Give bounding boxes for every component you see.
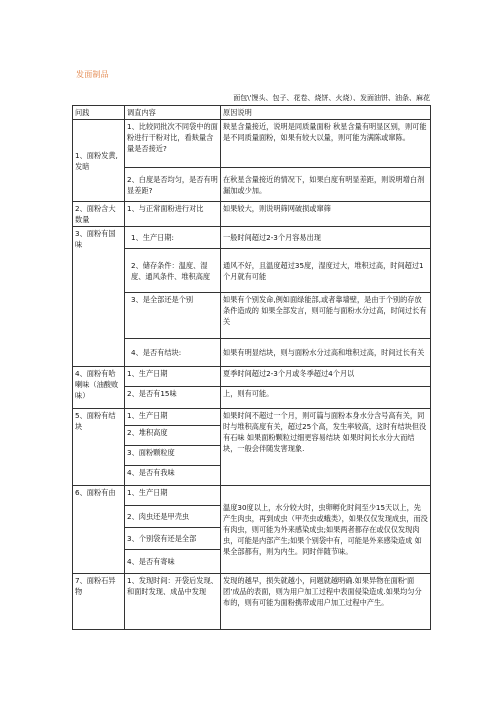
reason-cell: 如果较大，则说明筛网破损或窜筛 [221,202,431,227]
check-cell: 3、个别袋有还是全部 [125,528,221,550]
document-subtitle: 面包\'馒头、包子、花卷、烧饼、火烧）、发面油饼、油条、麻花 [233,94,430,102]
table-row [73,574,431,630]
check-cell: 1、生产日期 [125,486,221,506]
reason-cell: 夏季时间超过2-3个月或冬季超过4个月以 [221,367,431,387]
check-cell: 2、储存条件：温度、湿度、通风条件、堆积高度 [125,249,221,293]
problem-cell: 4、面粉有哈喇味（油酸败味） [73,367,125,409]
check-cell: 4、是否有寄味 [125,550,221,574]
check-cell: 3、面粉颗粒度 [125,446,221,466]
reason-cell: 如果有个别发命,例如面绿能部,或者靠墙壁，是由于个别的存放条件造成的 如果全部发言，则可能与面粉水分过高，时间过长有关 [221,293,431,339]
quality-issue-table [72,105,431,630]
table-row [73,293,431,339]
problem-cell: 3、面粉有国味 [73,227,125,367]
check-cell: 4、是否有我味 [125,466,221,486]
check-cell: 2、肉虫还是甲壳虫 [125,506,221,528]
reason-cell: 麸星含量接近，说明是同质量面粉 秋星含量有明显区别，则可能是不同质量面粉，如果有较大以量，则可能为满陈或窜陈。 [221,120,431,168]
problem-cell: 1、面粉发黄,发暗 [73,120,125,202]
reason-cell: 上，则有可能。 [221,387,431,409]
check-cell: 1、比较同批次不同袋中的面粉进行干粉对比，看麸量含量是否接近? [125,120,221,168]
table-row [73,367,431,387]
check-cell: 3、是全部还是个别 [125,293,221,339]
header-reason: 原因说明 [221,106,431,120]
check-cell: 4、是否有结块: [125,339,221,367]
table-row [73,409,431,426]
reason-cell: 发现的越早，损失就越小，问题就越明确.如果异物在面粉'面团’成品的表面，则为用户加工过程中表面侵染造成.如果均匀分布的，则有可能为面粉携带或用户加工过程中产生。 [221,574,431,630]
check-cell: 1、生产日期: [125,227,221,249]
document-title: 发面制品 [76,70,109,79]
table-row [73,120,431,168]
table-row [73,202,431,227]
reason-cell: 如果有明显结块，则与面粉水分过高和堆积过高，时间过长有关 [221,339,431,367]
check-cell: 1、生产日期 [125,367,221,387]
header-problem: 问践 [73,106,125,120]
header-check: 调直内容 [125,106,221,120]
table-row [73,168,431,202]
table-row [73,486,431,506]
table-row [73,227,431,249]
reason-cell: 通风不好，且温度超过35度，湿度过大，堆积过高，时间超过1个月就有可能 [221,249,431,293]
reason-cell: 一般时间超过2-3个月容易出现 [221,227,431,249]
reason-cell: 在秋星含量接近的情况下，如果白度有明显差距，则说明增白剂漏加或少加。 [221,168,431,202]
problem-cell: 2、面粉含大数量 [73,202,125,227]
check-cell: 2、是否有15味 [125,387,221,409]
check-cell: 1、发现时间：开袋后发现、和面时发现、成品中发现 [125,574,221,630]
reason-cell: 温度30度以上，水分较大时，虫卵孵化时间至少15天以上，先产生肉虫，再到成虫（甲壳虫或蛾类），如果仅仅发现成虫，而没有肉虫，则可能为外来感染成虫;如果两者都存在或仅仅发现肉虫，可能是内部产生;如果个别袋中有，可能是外来感染造成 如果全部都有，则为内生。同时伴随节味。 [221,486,431,574]
problem-cell: 7、面粉石异物 [73,574,125,630]
table-row [73,387,431,409]
problem-cell: 5、面粉有结块 [73,409,125,486]
reason-cell: 如果时间不超过一个月，则可篇与面粉本身水分含号高有关，同时与堆积高度有关，超过25个高，发生率较高，这时有结块但没有石味 如果面粉颗粒过细更容易结块 如果时间长水分大而结块，一般会伴随发害现象. [221,409,431,486]
table-row [73,339,431,367]
check-cell: 2、堆积高度 [125,426,221,446]
check-cell: 1、与正常面粉进行对比 [125,202,221,227]
problem-cell: 6、面粉有由 [73,486,125,574]
check-cell: 2、白度是否均匀，是否有明显差距? [125,168,221,202]
check-cell: 1、生产日期 [125,409,221,426]
table-header-row [73,106,431,120]
table-row [73,249,431,293]
